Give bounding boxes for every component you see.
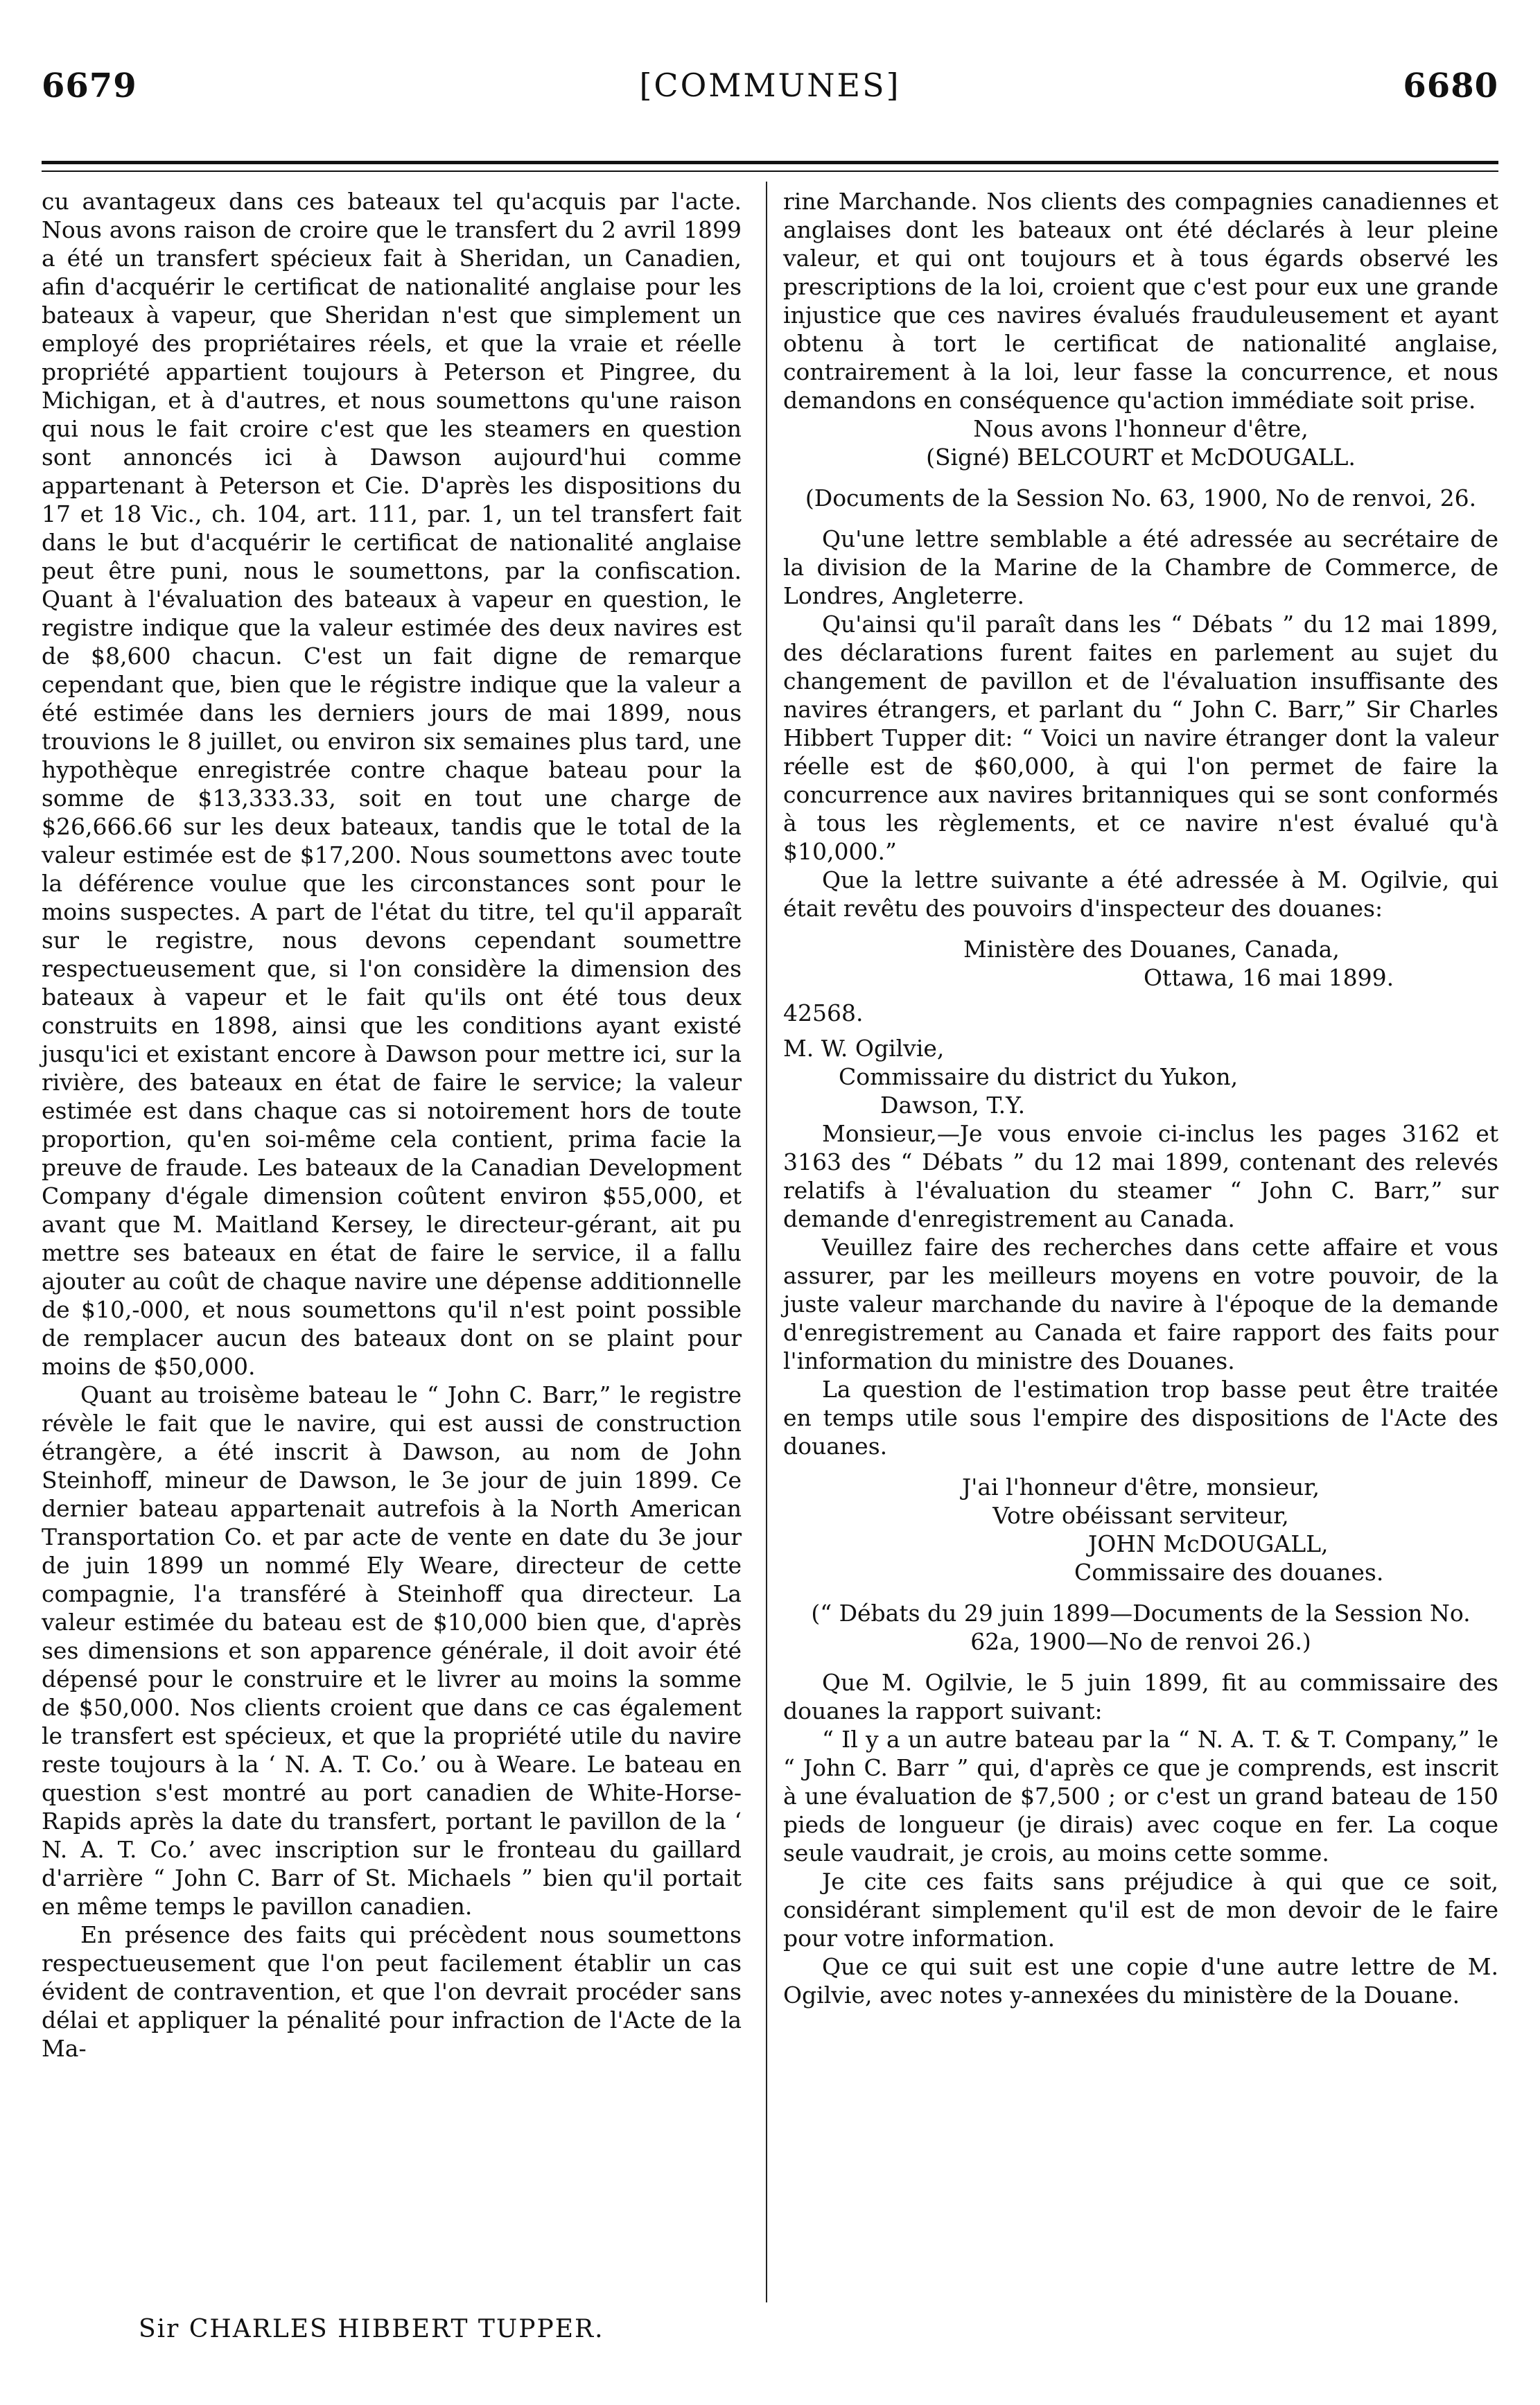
footer-signature: Sir CHARLES HIBBERT TUPPER. — [139, 2315, 604, 2343]
left-paragraph-3: En présence des faits qui précèdent nous soumettons respectueusement que l'on peut facilement établir un cas évident de contravention, et que l'on devrait procéder sans délai et appliquer la pénalité pour infraction de l'Acte de la Ma- — [42, 1921, 742, 2062]
document-reference-2: (“ Débats du 29 juin 1899—Documents de la Session No. 62a, 1900—No de renvoi 26.) — [811, 1600, 1471, 1655]
right-paragraph-7: La question de l'estimation trop basse peut être traitée en temps utile sous l'empire des dispositions de l'Acte des douanes. — [783, 1376, 1498, 1460]
column-divider — [766, 182, 767, 2302]
closing-honneur: Nous avons l'honneur d'être, — [973, 415, 1309, 442]
page-number-left: 6679 — [42, 67, 137, 105]
letterhead-ministry: Ministère des Douanes, Canada, — [963, 936, 1340, 963]
addressee-title: Commissaire du district du Yukon, — [839, 1063, 1239, 1090]
page-number-right: 6680 — [1403, 67, 1498, 105]
page-title: [COMMUNES] — [639, 67, 901, 104]
signed-line: (Signé) BELCOURT et McDOUGALL. — [926, 444, 1356, 471]
addressee-place: Dawson, T.Y. — [880, 1092, 1026, 1119]
right-paragraph-8: Que M. Ogilvie, le 5 juin 1899, fit au commissaire des douanes la rapport suivant: — [783, 1669, 1498, 1724]
letter-closing-1: J'ai l'honneur d'être, monsieur, — [962, 1473, 1320, 1501]
right-paragraph-1: rine Marchande. Nos clients des compagnies canadiennes et anglaises dont les bateaux ont été déclarés à leur pleine valeur, et qui ont toujours et à tous égards observé les prescriptions de la loi, croient que c'est pour eux une grande injustice que ces navires évalués frauduleusement et ayant obtenu à tort le certificat de nationalité anglaise, contrairement à la loi, leur fasse la concurrence, et nous demandons en conséquence qu'action immédiate soit prise. — [783, 188, 1498, 414]
letterhead-place-date: Ottawa, 16 mai 1899. — [1144, 964, 1394, 991]
header-rule-thin — [42, 170, 1498, 172]
letter-signature-title: Commissaire des douanes. — [1074, 1559, 1384, 1586]
right-column — [783, 187, 1498, 2009]
right-paragraph-4: Que la lettre suivante a été adressée à M. Ogilvie, qui était revêtu des pouvoirs d'inspecteur des douanes: — [783, 866, 1498, 922]
letter-closing-2: Votre obéissant serviteur, — [992, 1502, 1289, 1529]
document-reference-1: (Documents de la Session No. 63, 1900, No de renvoi, 26. — [805, 484, 1477, 511]
header-rule-thick — [42, 161, 1498, 164]
left-column — [42, 187, 742, 2063]
left-paragraph-1: cu avantageux dans ces bateaux tel qu'acquis par l'acte. Nous avons raison de croire que le transfert du 2 avril 1899 a été un transfert spécieux fait à Sheridan, un Canadien, afin d'acquérir le certificat de nationalité anglaise pour les bateaux à vapeur, que Sheridan n'est que simplement un employé des propriétaires réels, et que la vraie et réelle propriété appartient toujours à Peterson et Pingree, du Michigan, et à d'autres, et nous soumettons qu'une raison qui nous le fait croire c'est que les steamers en question sont annoncés ici à Dawson aujourd'hui comme appartenant à Peterson et Cie. D'après les dispositions du 17 et 18 Vic., ch. 104, art. 111, par. 1, un tel transfert fait dans le but d'acquérir le certificat de nationalité anglaise peut être puni, nous le soumettons, par la confiscation. Quant à l'évaluation des bateaux à vapeur en question, le registre indique que la valeur estimée des deux navires est de $8,600 chacun. C'est un fait digne de remarque cependant que, bien que le régistre indique que la valeur a été estimée dans les derniers jours de mai 1899, nous trouvions le 8 juillet, ou environ six semaines plus tard, une hypothèque enregistrée contre chaque bateau pour la somme de $13,333.33, soit en tout une charge de $26,666.66 sur les deux bateaux, tandis que le total de la valeur estimée est de $17,200. Nous soumettons avec toute la déférence voulue que les circonstances sont pour le moins suspectes. A part de l'état du titre, tel qu'il apparaît sur le registre, nous devons cependant soumettre respectueusement que, si l'on considère la dimension des bateaux à vapeur et le fait qu'ils ont été tous deux construits en 1898, ainsi que les conditions ayant existé jusqu'ici et existant encore à Dawson pour mettre ici, sur la rivière, des bateaux en état de faire le service; la valeur estimée est dans chaque cas si notoirement hors de toute proportion, qu'en soi-même cela contient, prima facie la preuve de fraude. Les bateaux de la Canadian Development Company d'égale dimension coûtent environ $55,000, et avant que M. Maitland Kersey, le directeur-gérant, ait pu mettre ses bateaux en état de faire le service, il a fallu ajouter au coût de chaque navire une dépense additionnelle de $10,-000, et nous soumettons qu'il n'est point possible de remplacer aucun des bateaux dont on se plaint pour moins de $50,000. — [42, 188, 742, 1380]
addressee-name: M. W. Ogilvie, — [783, 1035, 945, 1062]
right-paragraph-6: Veuillez faire des recherches dans cette affaire et vous assurer, par les meilleurs moyens en votre pouvoir, de la juste valeur marchande du navire à l'époque de la demande d'enregistrement au Canada et faire rapport des faits pour l'information du ministre des Douanes. — [783, 1234, 1498, 1374]
right-paragraph-11: Que ce qui suit est une copie d'une autre lettre de M. Ogilvie, avec notes y-annexées du ministère de la Douane. — [783, 1953, 1498, 2009]
page-header — [42, 67, 1498, 115]
right-paragraph-5: Monsieur,—Je vous envoie ci-inclus les pages 3162 et 3163 des “ Débats ” du 12 mai 1899, contenant des relevés relatifs à l'évaluation du steamer “ John C. Barr,” sur demande d'enregistrement au Canada. — [783, 1120, 1498, 1232]
right-paragraph-10: Je cite ces faits sans préjudice à qui que ce soit, considérant simplement qu'il est de mon devoir de le faire pour votre information. — [783, 1868, 1498, 1952]
right-paragraph-2: Qu'une lettre semblable a été adressée au secrétaire de la division de la Marine de la Chambre de Commerce, de Londres, Angleterre. — [783, 525, 1498, 609]
file-number: 42568. — [783, 999, 864, 1026]
left-paragraph-2: Quant au troisème bateau le “ John C. Barr,” le registre révèle le fait que le navire, qui est aussi de construction étrangère, a été inscrit à Dawson, au nom de John Steinhoff, mineur de Dawson, le 3e jour de juin 1899. Ce dernier bateau appartenait autrefois à la North American Transportation Co. et par acte de vente en date du 3e jour de juin 1899 un nommé Ely Weare, directeur de cette compagnie, l'a transféré à Steinhoff qua directeur. La valeur estimée du bateau est de $10,000 bien que, d'après ses dimensions et son apparence générale, il doit avoir été dépensé pour le construire et le livrer au moins la somme de $50,000. Nos clients croient que dans ce cas également le transfert est spécieux, et que la propriété utile du navire reste toujours à la ‘ N. A. T. Co.’ ou à Weare. Le bateau en question s'est montré au port canadien de White-Horse-Rapids après la date du transfert, portant le pavillon de la ‘ N. A. T. Co.’ avec inscription sur le fronteau du gaillard d'arrière “ John C. Barr of St. Michaels ” bien qu'il portait en même temps le pavillon canadien. — [42, 1381, 742, 1920]
right-paragraph-3: Qu'ainsi qu'il paraît dans les “ Débats ” du 12 mai 1899, des déclarations furent faites en parlement au sujet du changement de pavillon et de l'évaluation insuffisante des navires étrangers, et parlant du “ John C. Barr,” Sir Charles Hibbert Tupper dit: “ Voici un navire étranger dont la valeur réelle est de $60,000, à qui l'on permet de faire la concurrence aux navires britanniques qui se sont conformés à tous les règlements, et ce navire n'est évalué qu'à $10,000.” — [783, 611, 1498, 865]
letter-signature-name: JOHN McDOUGALL, — [1088, 1530, 1329, 1557]
right-paragraph-9: “ Il y a un autre bateau par la “ N. A. T. & T. Company,” le “ John C. Barr ” qui, d'après ce que je comprends, est inscrit à une évaluation de $7,500 ; or c'est un grand bateau de 150 pieds de longueur (je dirais) avec coque en fer. La coque seule vaudrait, je crois, au moins cette somme. — [783, 1726, 1498, 1866]
